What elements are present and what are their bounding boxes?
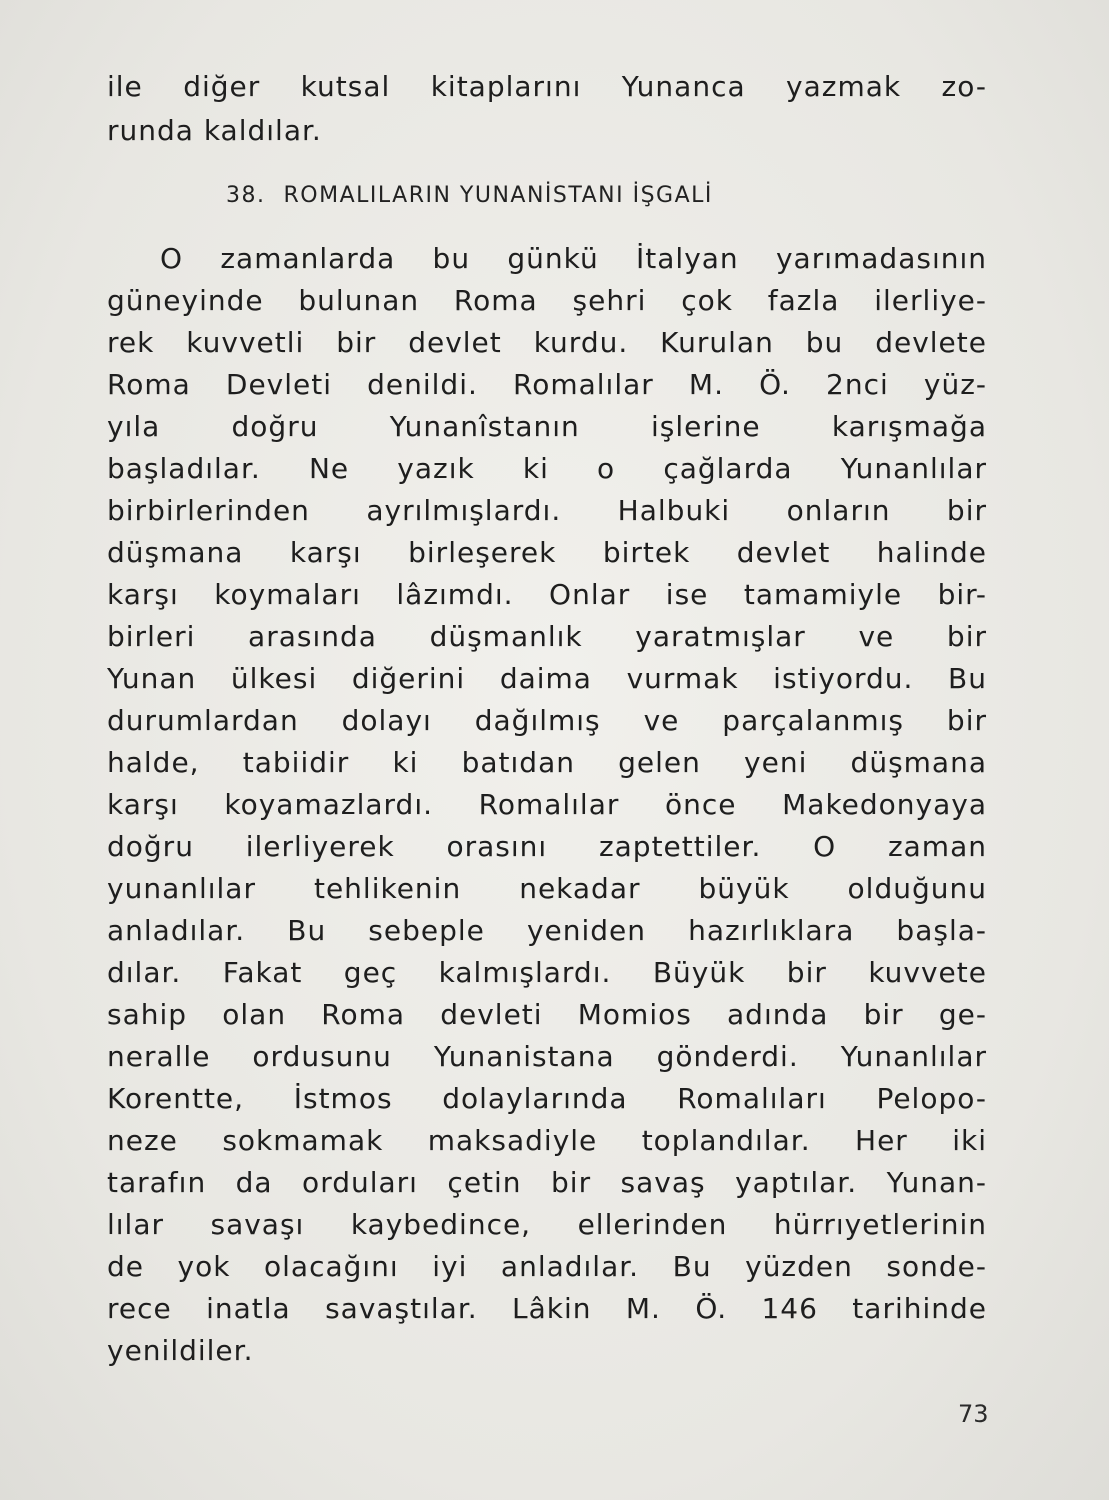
page-number: 73 xyxy=(958,1400,989,1428)
paragraph-line: düşmana karşı birleşerek birtek devlet halinde xyxy=(107,536,987,569)
paragraph-line: neze sokmamak maksadiyle toplandılar. Her iki xyxy=(107,1124,987,1157)
paragraph-line: O zamanlarda bu günkü İtalyan yarımadasının xyxy=(160,242,987,275)
paragraph-line: rek kuvvetli bir devlet kurdu. Kurulan bu devlete xyxy=(107,326,987,359)
paragraph-line: durumlardan dolayı dağılmış ve parçalanmış bir xyxy=(107,704,987,737)
paragraph-line: rece inatla savaştılar. Lâkin M. Ö. 146 tarihinde xyxy=(107,1292,987,1325)
paragraph-line: yunanlılar tehlikenin nekadar büyük olduğunu xyxy=(107,872,987,905)
section-title: ROMALILARIN YUNANİSTANI İŞGALİ xyxy=(283,183,713,208)
paragraph-line: birbirlerinden ayrılmışlardı. Halbuki onların bir xyxy=(107,494,987,527)
paragraph-line: başladılar. Ne yazık ki o çağlarda Yunanlılar xyxy=(107,452,987,485)
section-number: 38. xyxy=(226,183,266,208)
paragraph-line: birleri arasında düşmanlık yaratmışlar ve bir xyxy=(107,620,987,653)
paragraph-line: lılar savaşı kaybedince, ellerinden hürrıyetlerinin xyxy=(107,1208,987,1241)
paragraph-line: doğru ilerliyerek orasını zaptettiler. O zaman xyxy=(107,830,987,863)
paragraph-line: dılar. Fakat geç kalmışlardı. Büyük bir kuvvete xyxy=(107,956,987,989)
paragraph-line: Korentte, İstmos dolaylarında Romalıları Pelopo- xyxy=(107,1082,987,1115)
paragraph-line: de yok olacağını iyi anladılar. Bu yüzden sonde- xyxy=(107,1250,987,1283)
paragraph-line: yıla doğru Yunanîstanın işlerine karışmağa xyxy=(107,410,987,443)
paragraph-line: neralle ordusunu Yunanistana gönderdi. Yunanlılar xyxy=(107,1040,987,1073)
paragraph-line: karşı koymaları lâzımdı. Onlar ise tamamiyle bir- xyxy=(107,578,987,611)
paragraph-line: karşı koyamazlardı. Romalılar önce Makedonyaya xyxy=(107,788,987,821)
paragraph-line: anladılar. Bu sebeple yeniden hazırlıklara başla- xyxy=(107,914,987,947)
paragraph-line: Yunan ülkesi diğerini daima vurmak istiyordu. Bu xyxy=(107,662,987,695)
paragraph-line: Roma Devleti denildi. Romalılar M. Ö. 2nci yüz- xyxy=(107,368,987,401)
paragraph-line: güneyinde bulunan Roma şehri çok fazla ilerliye- xyxy=(107,284,987,317)
section-heading xyxy=(226,183,713,208)
paragraph-line: halde, tabiidir ki batıdan gelen yeni düşmana xyxy=(107,746,987,779)
intro-line: ile diğer kutsal kitaplarını Yunanca yazmak zo- xyxy=(107,70,987,103)
paragraph-line: tarafın da orduları çetin bir savaş yaptılar. Yunan- xyxy=(107,1166,987,1199)
intro-line: runda kaldılar. xyxy=(107,114,322,147)
paragraph-line: sahip olan Roma devleti Momios adında bir ge- xyxy=(107,998,987,1031)
paragraph-line: yenildiler. xyxy=(107,1334,254,1367)
